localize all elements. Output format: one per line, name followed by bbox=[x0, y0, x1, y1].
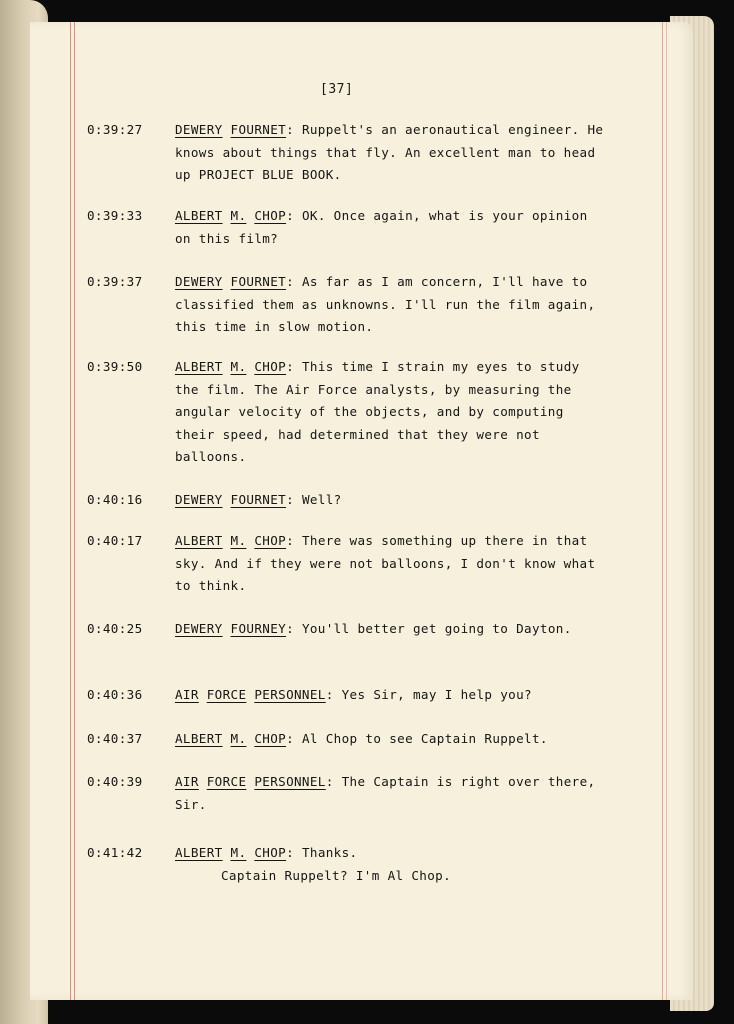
timestamp: 0:40:36 bbox=[87, 687, 143, 702]
transcript-entry bbox=[87, 684, 647, 707]
dialogue-text: DEWERY FOURNEY: You'll better get going to Dayton. bbox=[175, 621, 572, 636]
speaker-name-part: ALBERT bbox=[175, 208, 223, 223]
speaker-name-part: PERSONNEL bbox=[254, 687, 326, 702]
right-margin-rule-outer bbox=[666, 22, 667, 1000]
right-margin-rule bbox=[662, 22, 663, 1000]
speaker-name-part: FORCE bbox=[206, 687, 247, 702]
timestamp: 0:39:37 bbox=[87, 274, 143, 289]
timestamp: 0:40:17 bbox=[87, 533, 143, 548]
dialogue-text: ALBERT M. CHOP: OK. Once again, what is your opinion on this film? bbox=[175, 208, 596, 246]
line-text: Thanks. bbox=[301, 845, 358, 860]
line-text: As far as I am concern, I'll have to classified them as unknowns. I'll run the film again, this time in slow motion. bbox=[175, 274, 604, 334]
dialogue-text: ALBERT M. CHOP: Al Chop to see Captain Ruppelt. bbox=[175, 731, 548, 746]
dialogue-text: ALBERT M. CHOP: Thanks. Captain Ruppelt? I'm Al Chop. bbox=[175, 842, 605, 887]
line-text: Well? bbox=[301, 492, 342, 507]
speaker-name-part: FOURNET bbox=[230, 492, 287, 507]
line-text: The Captain is right over there, Sir. bbox=[175, 774, 604, 812]
dialogue-text: DEWERY FOURNET: Ruppelt's an aeronautical engineer. He knows about things that fly. An excellent man to head up PROJECT BLUE BOOK. bbox=[175, 122, 612, 182]
speaker-name-part: DEWERY bbox=[175, 122, 223, 137]
speaker-name-part: M. bbox=[230, 359, 247, 374]
speaker-name-part: DEWERY bbox=[175, 621, 223, 636]
speaker-name-part: FORCE bbox=[206, 774, 247, 789]
dialogue-text: DEWERY FOURNET: As far as I am concern, I'll have to classified them as unknowns. I'll run the film again, this time in slow motion. bbox=[175, 274, 604, 334]
timestamp: 0:39:50 bbox=[87, 359, 143, 374]
speaker-name-part: AIR bbox=[175, 774, 199, 789]
speaker-name-part: DEWERY bbox=[175, 492, 223, 507]
left-margin-rule bbox=[70, 22, 71, 1000]
line-text: Al Chop to see Captain Ruppelt. bbox=[301, 731, 548, 746]
timestamp: 0:39:33 bbox=[87, 208, 143, 223]
dialogue-text: ALBERT M. CHOP: There was something up there in that sky. And if they were not balloons, I don't know what to think. bbox=[175, 533, 604, 593]
transcript-entry bbox=[87, 728, 647, 751]
transcript-entry bbox=[87, 271, 647, 339]
speaker-name-part: M. bbox=[230, 731, 247, 746]
timestamp: 0:40:39 bbox=[87, 774, 143, 789]
speaker-name-part: FOURNET bbox=[230, 122, 287, 137]
speaker-name-part: DEWERY bbox=[175, 274, 223, 289]
transcript-entry bbox=[87, 119, 647, 187]
transcript-entry bbox=[87, 489, 647, 512]
dialogue-text: AIR FORCE PERSONNEL: Yes Sir, may I help you? bbox=[175, 687, 532, 702]
line-text: OK. Once again, what is your opinion on this film? bbox=[175, 208, 596, 246]
speaker-name-part: CHOP bbox=[254, 731, 287, 746]
line-text: There was something up there in that sky. And if they were not balloons, I don't know what to think. bbox=[175, 533, 604, 593]
transcript-entry bbox=[87, 771, 647, 816]
page-number: [37] bbox=[320, 82, 354, 97]
line-text: Yes Sir, may I help you? bbox=[341, 687, 532, 702]
speaker-name-part: M. bbox=[230, 845, 247, 860]
speaker-name-part: M. bbox=[230, 533, 247, 548]
speaker-name-part: M. bbox=[230, 208, 247, 223]
speaker-name-part: PERSONNEL bbox=[254, 774, 326, 789]
dialogue-text: ALBERT M. CHOP: This time I strain my eyes to study the film. The Air Force analysts, by measuring the angular velocity of the objects, and by computing their speed, had determined that they were not balloons. bbox=[175, 359, 588, 464]
left-margin-rule-inner bbox=[74, 22, 75, 1000]
dialogue-text: DEWERY FOURNET: Well? bbox=[175, 492, 342, 507]
speaker-name-part: CHOP bbox=[254, 845, 287, 860]
speaker-name-part: ALBERT bbox=[175, 359, 223, 374]
transcript-entry bbox=[87, 205, 647, 250]
speaker-name-part: ALBERT bbox=[175, 533, 223, 548]
line-text: Ruppelt's an aeronautical engineer. He knows about things that fly. An excellent man to head up PROJECT BLUE BOOK. bbox=[175, 122, 612, 182]
line-text: You'll better get going to Dayton. bbox=[301, 621, 572, 636]
speaker-name-part: FOURNET bbox=[230, 274, 287, 289]
transcript-entry bbox=[87, 530, 647, 598]
transcript-entry bbox=[87, 618, 647, 641]
speaker-name-part: AIR bbox=[175, 687, 199, 702]
document-page bbox=[30, 22, 693, 1000]
speaker-name-part: FOURNEY bbox=[230, 621, 287, 636]
timestamp: 0:40:16 bbox=[87, 492, 143, 507]
speaker-name-part: CHOP bbox=[254, 208, 287, 223]
line-text: This time I strain my eyes to study the film. The Air Force analysts, by measuring the angular velocity of the objects, and by computing their speed, had determined that they were not balloons. bbox=[175, 359, 588, 464]
speaker-name-part: CHOP bbox=[254, 533, 287, 548]
timestamp: 0:40:37 bbox=[87, 731, 143, 746]
speaker-name-part: ALBERT bbox=[175, 731, 223, 746]
timestamp: 0:41:42 bbox=[87, 845, 143, 860]
timestamp: 0:39:27 bbox=[87, 122, 143, 137]
speaker-name-part: ALBERT bbox=[175, 845, 223, 860]
speaker-name-part: CHOP bbox=[254, 359, 287, 374]
continuation-line: Captain Ruppelt? I'm Al Chop. bbox=[221, 867, 452, 883]
dialogue-text: AIR FORCE PERSONNEL: The Captain is right over there, Sir. bbox=[175, 774, 604, 812]
timestamp: 0:40:25 bbox=[87, 621, 143, 636]
transcript-entry bbox=[87, 842, 647, 887]
transcript-entry bbox=[87, 356, 647, 469]
